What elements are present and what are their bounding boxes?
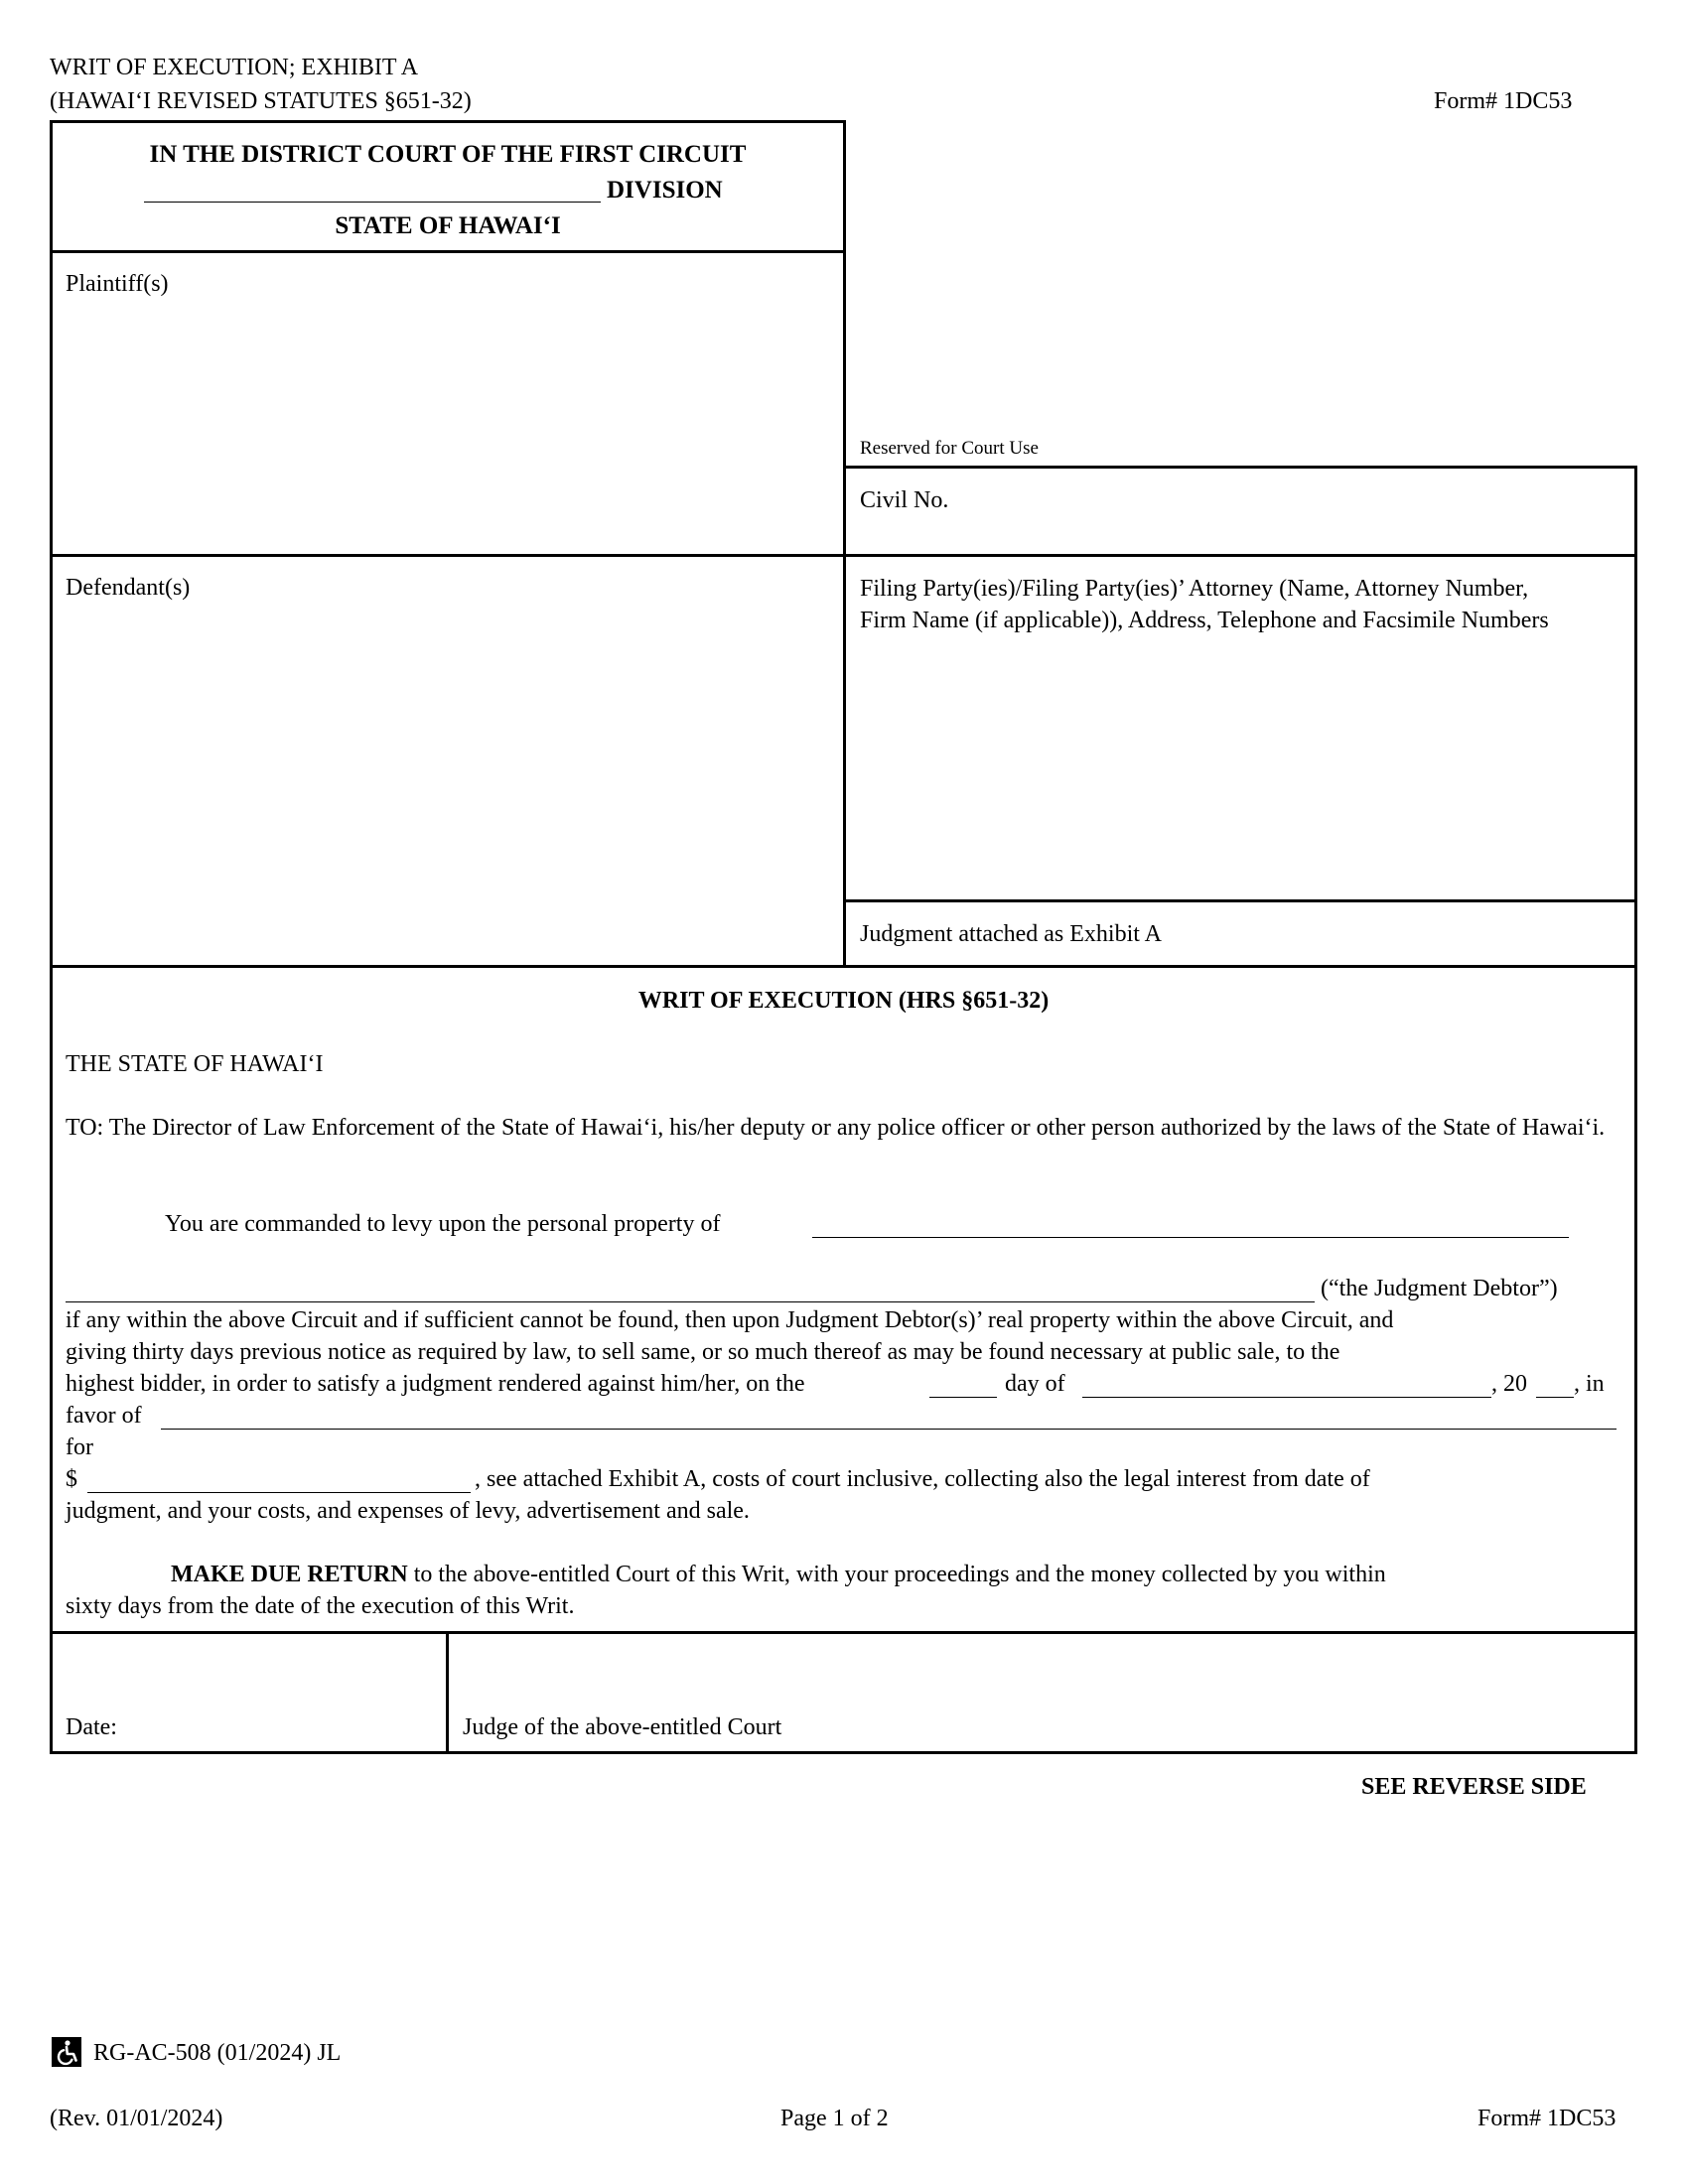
amount-text: , see attached Exhibit A, costs of court inclusive, collecting also the legal interest from date of xyxy=(475,1466,1370,1492)
filing-party-label: Filing Party(ies)/Filing Party(ies)’ Attorney (Name, Attorney Number, Firm Name (if applicable)), Address, Telephone and Facsimile Numbers xyxy=(860,576,1549,633)
para-line-3d: , in xyxy=(1574,1371,1605,1397)
return-bold: MAKE DUE RETURN xyxy=(171,1562,408,1587)
form-number-top: Form# 1DC53 xyxy=(1434,88,1573,114)
amount-blank[interactable] xyxy=(87,1492,471,1493)
favor-of-label: favor of xyxy=(66,1403,142,1429)
civil-box-top xyxy=(843,466,1637,469)
writ-left-border xyxy=(50,965,53,1754)
return-instruction xyxy=(171,1559,1386,1590)
court-box-top xyxy=(50,120,844,123)
left-border xyxy=(50,120,53,968)
return-instruction-2: sixty days from the date of the execution of this Writ. xyxy=(66,1593,575,1619)
signature-divider xyxy=(446,1631,449,1754)
dollar-sign: $ xyxy=(66,1466,77,1492)
return-text: to the above-entitled Court of this Writ, with your proceedings and the money collected by you within xyxy=(407,1562,1386,1587)
division-label: DIVISION xyxy=(607,177,723,204)
date-label: Date: xyxy=(66,1714,117,1740)
para-line-3c: , 20 xyxy=(1491,1371,1527,1397)
caption-bottom xyxy=(50,965,1637,968)
favor-of-blank[interactable] xyxy=(161,1429,1617,1430)
for-label: for xyxy=(66,1434,93,1460)
amount-text-2: judgment, and your costs, and expenses of levy, advertisement and sale. xyxy=(66,1498,750,1524)
day-blank[interactable] xyxy=(929,1397,997,1398)
civil-no-label: Civil No. xyxy=(860,487,949,513)
defendants-label: Defendant(s) xyxy=(66,575,191,601)
para-line-2: giving thirty days previous notice as required by law, to sell same, or so much thereof as may be found necessary at public sale, to the xyxy=(66,1339,1340,1365)
para-line-1: if any within the above Circuit and if sufficient cannot be found, then upon Judgment Debtor(s)’ real property within the above Circuit, and xyxy=(66,1307,1394,1333)
judgment-debtor-label: (“the Judgment Debtor”) xyxy=(1321,1276,1558,1301)
signature-top xyxy=(50,1631,1637,1634)
form-number-bottom: Form# 1DC53 xyxy=(1477,2106,1617,2131)
plaintiff-defendant-divider xyxy=(50,554,1636,557)
form-code: RG-AC-508 (01/2024) JL xyxy=(93,2040,342,2066)
para-line-3b: day of xyxy=(1005,1371,1065,1397)
middle-border xyxy=(843,120,846,968)
page-number: Page 1 of 2 xyxy=(780,2106,889,2131)
see-reverse-side: SEE REVERSE SIDE xyxy=(1361,1774,1587,1800)
judgment-debtor-name-blank-2[interactable] xyxy=(66,1301,1315,1302)
reserved-court-use-label: Reserved for Court Use xyxy=(860,438,1039,459)
judgment-debtor-name-blank[interactable] xyxy=(812,1237,1569,1238)
wheelchair-glyph xyxy=(52,2037,81,2067)
form-title: WRIT OF EXECUTION; EXHIBIT A xyxy=(50,55,419,80)
form-statute: (HAWAI‘I REVISED STATUTES §651-32) xyxy=(50,88,472,114)
judge-label: Judge of the above-entitled Court xyxy=(463,1714,782,1740)
right-border-upper xyxy=(1634,466,1637,968)
writ-title: WRIT OF EXECUTION (HRS §651-32) xyxy=(637,988,1050,1014)
year-blank[interactable] xyxy=(1536,1397,1574,1398)
revision-date: (Rev. 01/01/2024) xyxy=(50,2106,223,2131)
month-blank[interactable] xyxy=(1082,1397,1491,1398)
wheelchair-accessibility-icon xyxy=(52,2037,81,2067)
para-line-3a: highest bidder, in order to satisfy a judgment rendered against him/her, on the xyxy=(66,1371,805,1397)
plaintiffs-label: Plaintiff(s) xyxy=(66,271,169,297)
judgment-box-top xyxy=(843,899,1637,902)
court-box-bottom xyxy=(50,250,846,253)
court-name: IN THE DISTRICT COURT OF THE FIRST CIRCUIT xyxy=(149,141,747,168)
division-blank[interactable] xyxy=(144,202,601,203)
writ-bottom xyxy=(50,1751,1637,1754)
to-line: TO: The Director of Law Enforcement of the State of Hawai‘i, his/her deputy or any police officer or other person authorized by the laws of the State of Hawai‘i. xyxy=(66,1115,1606,1141)
command-text: You are commanded to levy upon the personal property of xyxy=(165,1211,721,1237)
state-line: THE STATE OF HAWAI‘I xyxy=(66,1051,324,1077)
judgment-attached-label: Judgment attached as Exhibit A xyxy=(860,921,1162,947)
writ-right-border xyxy=(1634,965,1637,1754)
state-name: STATE OF HAWAI‘I xyxy=(335,212,561,239)
